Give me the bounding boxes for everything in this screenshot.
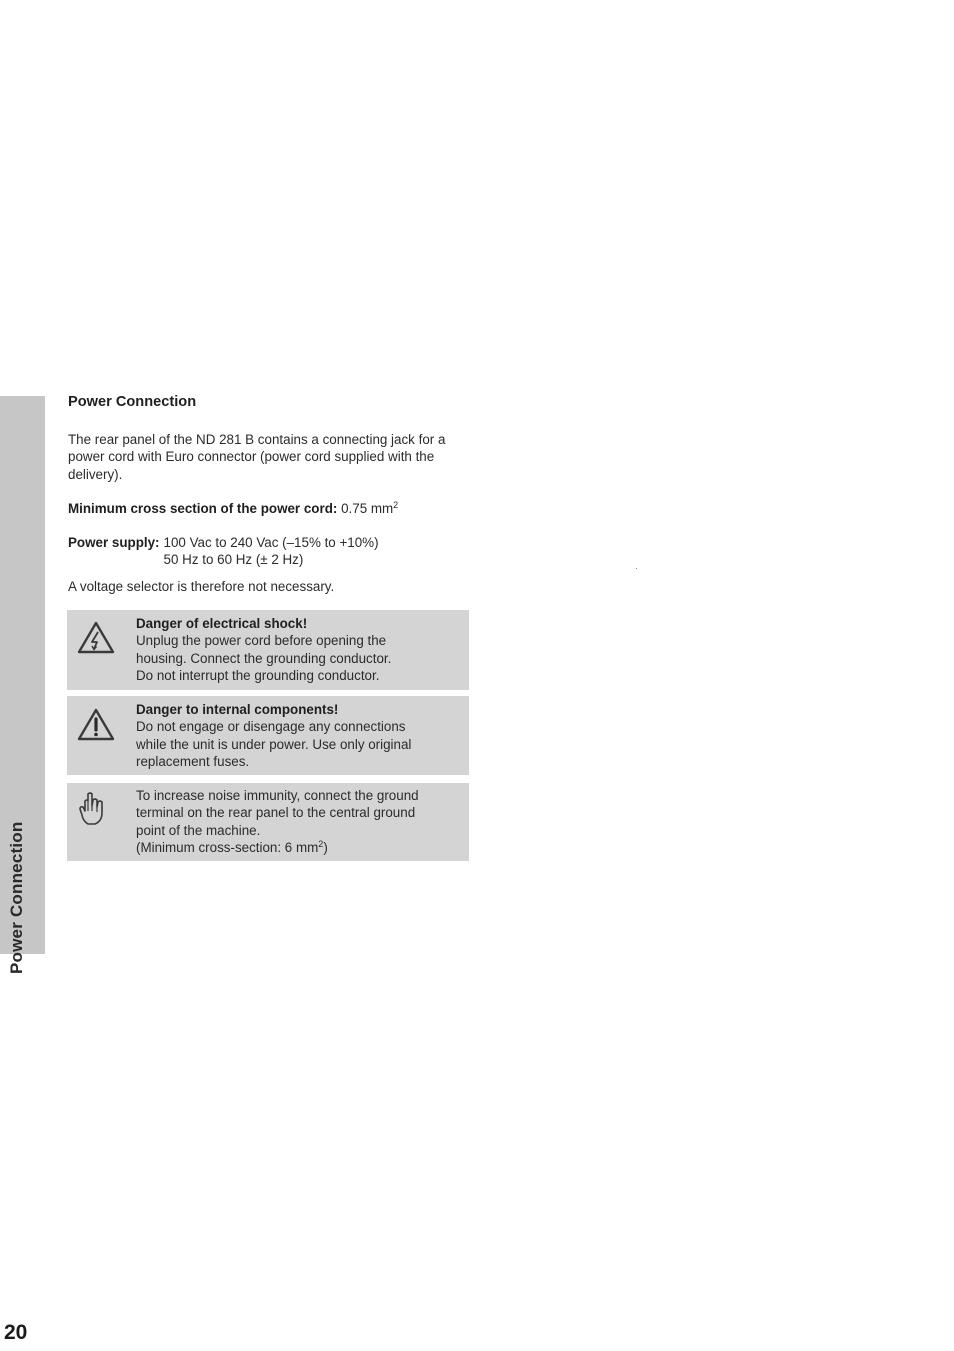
side-tab	[0, 396, 45, 1344]
power-supply-values	[164, 534, 379, 569]
selector-note: A voltage selector is therefore not necessary.	[68, 578, 335, 594]
notice-title: Danger of electrical shock!	[136, 616, 308, 631]
exclamation-warning-icon	[77, 708, 115, 746]
notice-line: Do not engage or disengage any connections	[136, 719, 406, 735]
intro-paragraph: The rear panel of the ND 281 B contains a connecting jack for a power cord with Euro connector (power cord supplied with the delivery).	[68, 431, 446, 482]
notice-line: Do not interrupt the grounding conductor.	[136, 667, 380, 683]
electric-shock-warning-icon	[77, 621, 115, 659]
min-cross-section-superscript: 2	[318, 838, 324, 849]
power-supply-voltage: 100 Vac to 240 Vac (–15% to +10%)	[163, 534, 379, 550]
main-content	[68, 394, 469, 595]
notice-electrical-shock	[67, 610, 469, 690]
notice-title: Danger to internal components!	[136, 702, 339, 717]
sidebar-section-title: Power Connection	[7, 821, 26, 974]
power-supply-frequency: 50 Hz to 60 Hz (± 2 Hz)	[163, 552, 304, 567]
notice-line: point of the machine.	[136, 822, 261, 838]
page-title: Power Connection	[68, 394, 197, 410]
power-supply-label: Power supply:	[68, 534, 160, 550]
notice-line: terminal on the rear panel to the central ground	[136, 805, 416, 821]
notice-line: replacement fuses.	[136, 753, 250, 769]
stray-mark	[636, 568, 637, 569]
pointing-hand-icon	[77, 791, 105, 831]
cross-section-label: Minimum cross section of the power cord:	[68, 501, 338, 516]
notice-line-min-cross-section	[136, 839, 459, 856]
notice-noise-immunity	[67, 783, 469, 861]
cross-section-value: 0.75 mm	[341, 501, 394, 516]
power-supply-spec	[68, 534, 469, 569]
notice-line: To increase noise immunity, connect the ground	[136, 788, 419, 803]
notice-line: while the unit is under power. Use only original	[136, 736, 412, 752]
cross-section-line	[68, 500, 469, 518]
notice-internal-components	[67, 696, 469, 775]
page-number: 20	[4, 1321, 28, 1344]
min-cross-section-close: )	[323, 839, 328, 855]
cross-section-superscript: 2	[393, 500, 399, 510]
notice-line: housing. Connect the grounding conductor.	[136, 650, 392, 666]
notice-line: Unplug the power cord before opening the	[136, 633, 387, 649]
min-cross-section-text: (Minimum cross-section: 6 mm	[136, 839, 319, 855]
